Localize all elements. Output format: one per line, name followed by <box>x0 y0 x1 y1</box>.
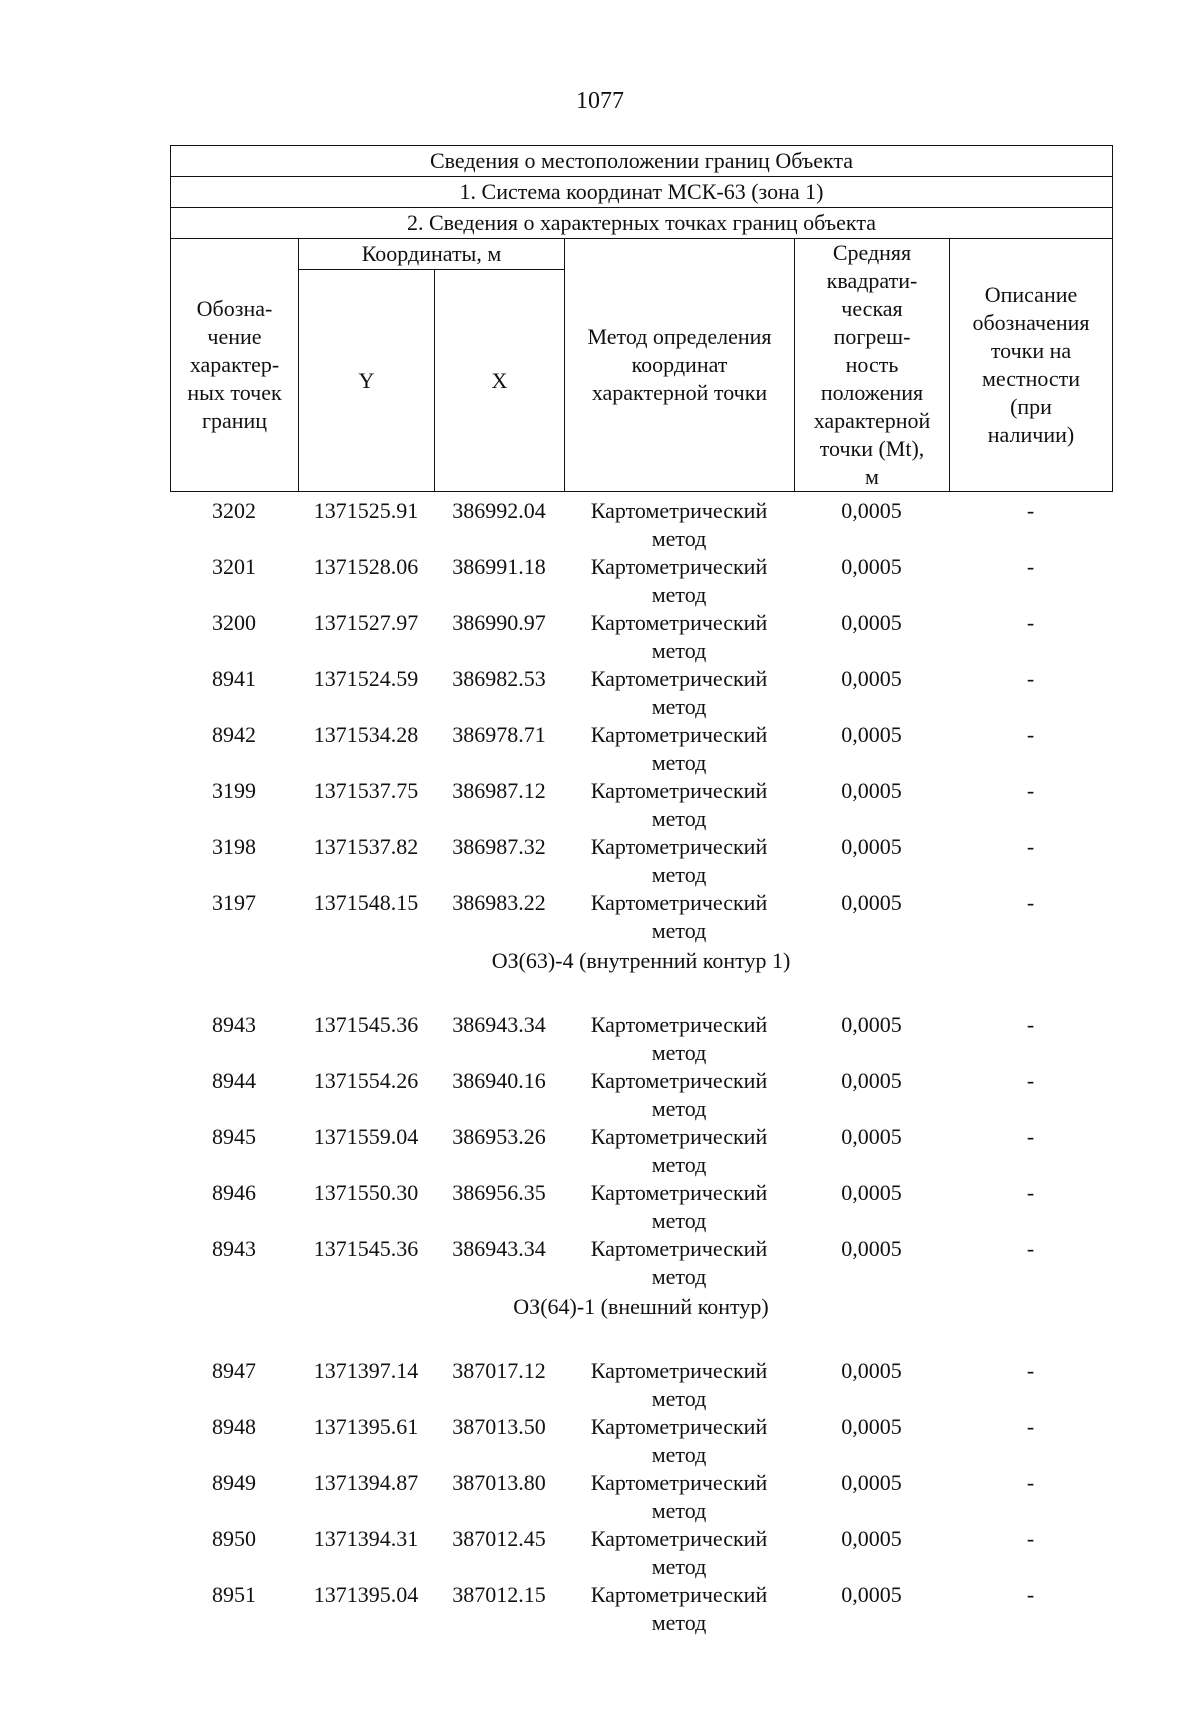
table-row <box>170 721 1112 777</box>
contour-heading: ОЗ(64)-1 (внешний контур) <box>513 1294 769 1319</box>
description: - <box>1026 1124 1035 1149</box>
point-id: 3201 <box>212 554 256 579</box>
mean-error: 0,0005 <box>841 554 902 579</box>
table-row <box>170 1525 1112 1581</box>
section-title: 2. Сведения о характерных точках границ объекта <box>171 208 1113 239</box>
mean-error: 0,0005 <box>841 1180 902 1205</box>
coord-x: 386991.18 <box>452 554 546 579</box>
description: - <box>1026 1236 1035 1261</box>
coord-y: 1371524.59 <box>313 666 419 691</box>
coord-y: 1371537.75 <box>313 778 419 803</box>
coord-y: 1371525.91 <box>313 498 419 523</box>
coord-x: 387017.12 <box>452 1358 546 1383</box>
mean-error: 0,0005 <box>841 1124 902 1149</box>
point-id: 3200 <box>212 610 256 635</box>
method: Картометрический метод <box>590 1358 768 1411</box>
description: - <box>1026 1068 1035 1093</box>
point-id: 3198 <box>212 834 256 859</box>
table-row <box>170 889 1112 945</box>
mean-error: 0,0005 <box>841 1582 902 1607</box>
coord-y: 1371559.04 <box>313 1124 419 1149</box>
description: - <box>1026 1582 1035 1607</box>
point-id: 8941 <box>212 666 256 691</box>
method: Картометрический метод <box>590 834 768 887</box>
points-table-body <box>170 497 1112 1637</box>
point-id: 8944 <box>212 1068 256 1093</box>
col-coords-header: Координаты, м <box>299 239 565 270</box>
table-row <box>170 1235 1112 1291</box>
mean-error: 0,0005 <box>841 1526 902 1551</box>
mean-error: 0,0005 <box>841 498 902 523</box>
coord-y: 1371554.26 <box>313 1068 419 1093</box>
description: - <box>1026 610 1035 635</box>
description: - <box>1026 498 1035 523</box>
table-row <box>170 1179 1112 1235</box>
coord-y: 1371528.06 <box>313 554 419 579</box>
coord-x: 387013.80 <box>452 1470 546 1495</box>
coord-x: 386953.26 <box>452 1124 546 1149</box>
description: - <box>1026 1526 1035 1551</box>
description: - <box>1026 778 1035 803</box>
method: Картометрический метод <box>590 610 768 663</box>
method: Картометрический метод <box>590 1470 768 1523</box>
point-id: 8945 <box>212 1124 256 1149</box>
mean-error: 0,0005 <box>841 610 902 635</box>
description: - <box>1026 890 1035 915</box>
method: Картометрический метод <box>590 1180 768 1233</box>
coord-x: 387012.45 <box>452 1526 546 1551</box>
col-description-header: Описание обозначения точки на местности (при наличии) <box>950 239 1113 492</box>
description: - <box>1026 834 1035 859</box>
method: Картометрический метод <box>590 498 768 551</box>
method: Картометрический метод <box>590 1124 768 1177</box>
mean-error: 0,0005 <box>841 834 902 859</box>
description: - <box>1026 554 1035 579</box>
contour-heading-row <box>170 1291 1112 1357</box>
method: Картометрический метод <box>590 1582 768 1635</box>
point-id: 3202 <box>212 498 256 523</box>
page-number: 1077 <box>576 88 624 114</box>
coord-y: 1371395.61 <box>313 1414 419 1439</box>
coord-y: 1371397.14 <box>313 1358 419 1383</box>
point-id: 8947 <box>212 1358 256 1383</box>
method: Картометрический метод <box>590 666 768 719</box>
coord-y: 1371534.28 <box>313 722 419 747</box>
coord-x: 386943.34 <box>452 1236 546 1261</box>
method: Картометрический метод <box>590 1236 768 1289</box>
header-table <box>170 145 1113 492</box>
point-id: 8951 <box>212 1582 256 1607</box>
description: - <box>1026 722 1035 747</box>
coord-y: 1371545.36 <box>313 1012 419 1037</box>
point-id: 3199 <box>212 778 256 803</box>
method: Картометрический метод <box>590 890 768 943</box>
method: Картометрический метод <box>590 1414 768 1467</box>
point-id: 8942 <box>212 722 256 747</box>
col-error-header: Средняя квадрати- ческая погреш- ность положения характерной точки (Mt), м <box>795 239 950 492</box>
col-x-header: X <box>435 270 565 492</box>
description: - <box>1026 1180 1035 1205</box>
table-row <box>170 833 1112 889</box>
contour-heading: ОЗ(63)-4 (внутренний контур 1) <box>491 948 791 973</box>
table-row <box>170 665 1112 721</box>
coord-y: 1371550.30 <box>313 1180 419 1205</box>
coord-x: 386940.16 <box>452 1068 546 1093</box>
coord-y: 1371394.87 <box>313 1470 419 1495</box>
coord-y: 1371545.36 <box>313 1236 419 1261</box>
coord-y: 1371548.15 <box>313 890 419 915</box>
point-id: 3197 <box>212 890 256 915</box>
coord-x: 386943.34 <box>452 1012 546 1037</box>
col-method-header: Метод определения координат характерной точки <box>565 239 795 492</box>
coord-y: 1371395.04 <box>313 1582 419 1607</box>
point-id: 8943 <box>212 1012 256 1037</box>
method: Картометрический метод <box>590 1068 768 1121</box>
coord-y: 1371537.82 <box>313 834 419 859</box>
coord-x: 386982.53 <box>452 666 546 691</box>
table-row <box>170 1469 1112 1525</box>
table-row <box>170 1067 1112 1123</box>
col-y-header: Y <box>299 270 435 492</box>
coord-x: 387013.50 <box>452 1414 546 1439</box>
coord-x: 386987.12 <box>452 778 546 803</box>
description: - <box>1026 1414 1035 1439</box>
description: - <box>1026 1012 1035 1037</box>
description: - <box>1026 1358 1035 1383</box>
coord-y: 1371394.31 <box>313 1526 419 1551</box>
col-designation-header: Обозна- чение характер- ных точек границ <box>171 239 299 492</box>
description: - <box>1026 666 1035 691</box>
mean-error: 0,0005 <box>841 666 902 691</box>
table-row <box>170 1413 1112 1469</box>
table-row <box>170 1357 1112 1413</box>
table-row <box>170 609 1112 665</box>
mean-error: 0,0005 <box>841 778 902 803</box>
table-row <box>170 1123 1112 1179</box>
mean-error: 0,0005 <box>841 1012 902 1037</box>
coord-x: 386956.35 <box>452 1180 546 1205</box>
method: Картометрический метод <box>590 1012 768 1065</box>
mean-error: 0,0005 <box>841 1470 902 1495</box>
coord-x: 387012.15 <box>452 1582 546 1607</box>
point-id: 8946 <box>212 1180 256 1205</box>
coord-x: 386987.32 <box>452 834 546 859</box>
mean-error: 0,0005 <box>841 1414 902 1439</box>
coord-x: 386992.04 <box>452 498 546 523</box>
mean-error: 0,0005 <box>841 890 902 915</box>
contour-heading-row <box>170 945 1112 1011</box>
coord-y: 1371527.97 <box>313 610 419 635</box>
mean-error: 0,0005 <box>841 1068 902 1093</box>
method: Картометрический метод <box>590 722 768 775</box>
coordinate-system: 1. Система координат МСК-63 (зона 1) <box>171 177 1113 208</box>
mean-error: 0,0005 <box>841 1358 902 1383</box>
table-row <box>170 553 1112 609</box>
method: Картометрический метод <box>590 554 768 607</box>
table-title: Сведения о местоположении границ Объекта <box>171 146 1113 177</box>
coord-x: 386990.97 <box>452 610 546 635</box>
point-id: 8943 <box>212 1236 256 1261</box>
method: Картометрический метод <box>590 778 768 831</box>
table-row <box>170 777 1112 833</box>
mean-error: 0,0005 <box>841 1236 902 1261</box>
table-row <box>170 497 1112 553</box>
point-id: 8948 <box>212 1414 256 1439</box>
mean-error: 0,0005 <box>841 722 902 747</box>
table-row <box>170 1581 1112 1637</box>
description: - <box>1026 1470 1035 1495</box>
coord-x: 386978.71 <box>452 722 546 747</box>
points-table <box>170 497 1112 1637</box>
table-row <box>170 1011 1112 1067</box>
coord-x: 386983.22 <box>452 890 546 915</box>
method: Картометрический метод <box>590 1526 768 1579</box>
point-id: 8950 <box>212 1526 256 1551</box>
point-id: 8949 <box>212 1470 256 1495</box>
